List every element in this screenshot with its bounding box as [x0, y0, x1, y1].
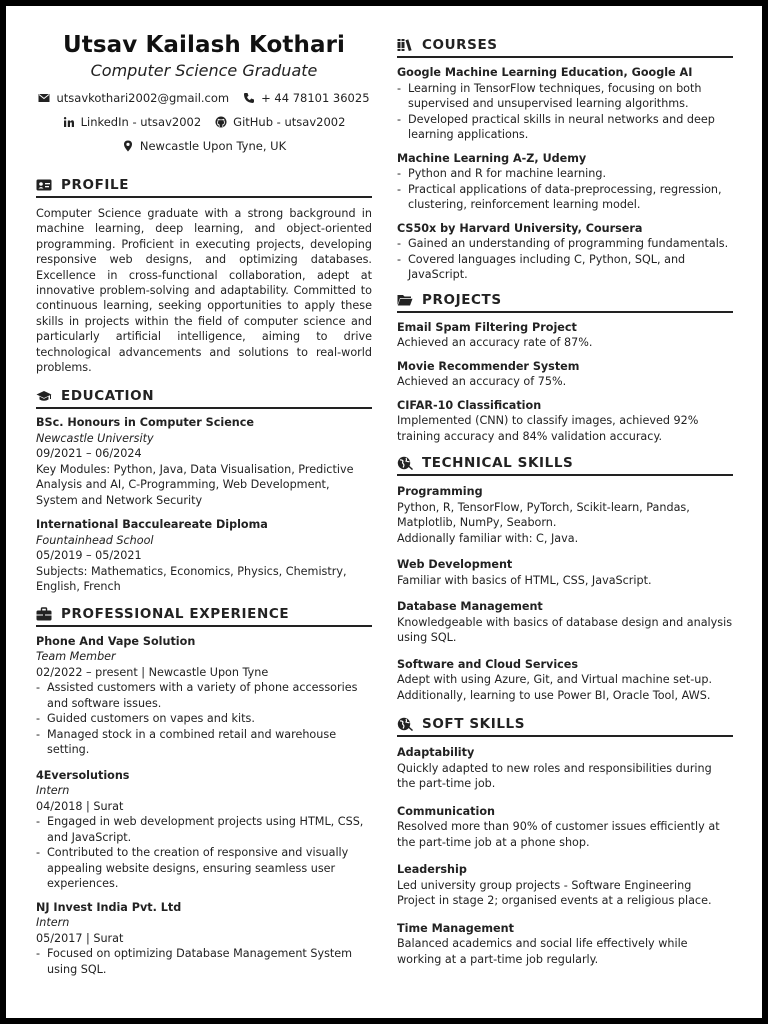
soft-skill-title: Leadership [397, 863, 467, 876]
experience-meta: 02/2022 – present | Newcastle Upon Tyne [36, 665, 269, 679]
project-title: Email Spam Filtering Project [397, 320, 577, 334]
experience-role: Intern [36, 916, 70, 930]
skill-title: Programming [397, 485, 483, 498]
skill-text: Adept with using Azure, Git, and Virtual machine set-up. [397, 673, 713, 686]
profile-heading-text: PROFILE [61, 177, 130, 193]
profile-heading [36, 176, 372, 198]
soft-skill-text: Balanced academics and social life effectively while working at a part-time job regularly. [397, 937, 688, 966]
experience-bullets [36, 814, 372, 892]
skill-text: Knowledgeable with basics of database design and analysis using SQL. [397, 615, 733, 644]
linkedin-contact[interactable] [63, 114, 202, 130]
experience-entry [36, 900, 372, 978]
project-text: Achieved an accuracy rate of 87%. [397, 336, 593, 349]
education-degree: International Bacculeareate Diploma [36, 518, 268, 532]
phone-text: + 44 78101 36025 [261, 91, 370, 105]
course-bullets [397, 166, 733, 213]
skill-entry [397, 657, 733, 704]
education-entry [36, 517, 372, 595]
soft-skill-entry [397, 862, 733, 909]
experience-meta: 04/2018 | Surat [36, 799, 124, 813]
experience-company: 4Eversolutions [36, 768, 130, 782]
courses-heading-text: COURSES [422, 37, 498, 53]
soft-skill-text: Led university group projects - Software Engineering Project in stage 2; organised events at a religious place. [397, 878, 712, 907]
education-dates: 05/2019 – 05/2021 [36, 549, 142, 563]
bullet-item: - Guided customers on vapes and kits. [36, 711, 372, 727]
soft-skills-heading-text: SOFT SKILLS [422, 716, 526, 732]
course-title: Google Machine Learning Education, Google AI [397, 66, 693, 79]
bullet-item: - Contributed to the creation of responsive and visually appealing website designs, ensuring seamless user experiences. [36, 845, 372, 892]
soft-skill-entry [397, 921, 733, 968]
skill-text-extra: Addionally familiar with: C, Java. [397, 531, 579, 545]
bullet-item: - Focused on optimizing Database Management System using SQL. [36, 946, 372, 977]
skill-title: Software and Cloud Services [397, 657, 579, 671]
experience-company: Phone And Vape Solution [36, 634, 196, 648]
skill-text-extra: Additionally, learning to use Power BI, Oracle Tool, AWS. [397, 688, 711, 702]
skill-text: Python, R, TensorFlow, PyTorch, Scikit-learn, Pandas, Matplotlib, NumPy, Seaborn. [397, 500, 690, 529]
envelope-icon [38, 92, 50, 104]
course-title: CS50x by Harvard University, Coursera [397, 221, 643, 235]
skill-entry [397, 599, 733, 646]
soft-skills-list [397, 745, 733, 967]
contact-row-3 [36, 138, 372, 154]
experience-role: Intern [36, 784, 70, 798]
left-column [36, 30, 372, 983]
projects-heading-text: PROJECTS [422, 291, 502, 308]
bullet-item: - Engaged in web development projects using HTML, CSS, and JavaScript. [36, 814, 372, 845]
experience-company: NJ Invest India Pvt. Ltd [36, 900, 182, 914]
experience-heading-text: PROFESSIONAL EXPERIENCE [61, 605, 290, 622]
course-bullets [397, 81, 733, 143]
soft-skill-title: Communication [397, 804, 495, 818]
project-text: Achieved an accuracy of 75%. [397, 375, 567, 388]
experience-heading [36, 605, 372, 627]
experience-list [36, 634, 372, 978]
education-dates: 09/2021 – 06/2024 [36, 447, 142, 461]
bullet-item: - Practical applications of data-preprocessing, regression, clustering, reinforcement learning model. [397, 182, 733, 213]
project-entry [397, 320, 733, 351]
course-bullets [397, 236, 733, 283]
bullet-item: - Developed practical skills in neural networks and deep learning applications. [397, 112, 733, 143]
skill-text: Familiar with basics of HTML, CSS, JavaScript. [397, 573, 652, 587]
briefcase-icon [36, 607, 52, 621]
globe-icon [397, 717, 413, 731]
bullet-item: - Covered languages including C, Python, SQL, and JavaScript. [397, 252, 733, 283]
bullet-item: - Gained an understanding of programming fundamentals. [397, 236, 733, 252]
profile-summary: Computer Science graduate with a strong background in machine learning, deep learning, and object-oriented programming. Proficient in executing projects, developing responsive web designs, and optimizing databases. Excellence in cross-functional collaboration, adept at innovative problem-solving and adaptability. Committed to continuous learning, seeking opportunities to apply these skills in projects within the field of computer science and particularly artificial intelligence, aiming to drive technological advancements and solutions to real-world problems. [36, 207, 372, 375]
education-details: Subjects: Mathematics, Economics, Physics, Chemistry, English, French [36, 564, 347, 594]
github-text: GitHub - utsav2002 [233, 115, 346, 129]
experience-entry [36, 634, 372, 758]
course-title: Machine Learning A-Z, Udemy [397, 151, 587, 165]
technical-skills-heading [397, 454, 733, 476]
bullet-item: - Assisted customers with a variety of phone accessories and software issues. [36, 680, 372, 711]
education-heading-text: EDUCATION [61, 388, 155, 405]
contact-row-1 [36, 90, 372, 106]
candidate-title: Computer Science Graduate [90, 61, 318, 80]
education-entry [36, 415, 372, 508]
soft-skills-heading [397, 715, 733, 737]
soft-skill-text: Quickly adapted to new roles and responsibilities during the part-time job. [397, 761, 712, 790]
project-entry [397, 398, 733, 445]
linkedin-icon [63, 116, 75, 128]
technical-skills-heading-text: TECHNICAL SKILLS [422, 455, 574, 471]
education-details: Key Modules: Python, Java, Data Visualisation, Predictive Analysis and AI, C-Programming, Web Development, System and Network Security [36, 462, 354, 507]
project-title: CIFAR-10 Classification [397, 398, 542, 412]
project-text: Implemented (CNN) to classify images, achieved 92% training accuracy and 84% validation accuracy. [397, 414, 699, 443]
skill-entry [397, 484, 733, 546]
github-contact[interactable] [215, 114, 345, 130]
location-contact [122, 138, 286, 154]
github-icon [215, 116, 227, 128]
email-text: utsavkothari2002@gmail.com [56, 91, 230, 105]
bullet-item: - Managed stock in a combined retail and warehouse setting. [36, 727, 372, 758]
soft-skill-text: Resolved more than 90% of customer issues efficiently at the part-time job at a phone shop. [397, 820, 720, 849]
map-pin-icon [122, 140, 134, 152]
id-card-icon [36, 178, 52, 192]
courses-list [397, 65, 733, 283]
education-school: Fountainhead School [36, 533, 154, 547]
phone-contact[interactable] [243, 90, 369, 106]
project-title: Movie Recommender System [397, 359, 580, 373]
experience-entry [36, 768, 372, 892]
graduation-cap-icon [36, 389, 52, 403]
soft-skill-title: Adaptability [397, 746, 475, 759]
technical-skills-list [397, 484, 733, 703]
email-contact[interactable] [38, 90, 229, 106]
right-column [397, 36, 733, 973]
projects-heading [397, 291, 733, 313]
courses-heading [397, 36, 733, 58]
skill-entry [397, 557, 733, 588]
bullet-item: - Python and R for machine learning. [397, 166, 733, 182]
education-heading [36, 387, 372, 409]
folder-icon [397, 293, 413, 307]
candidate-name: Utsav Kailash Kothari [62, 32, 346, 58]
linkedin-text: LinkedIn - utsav2002 [80, 115, 202, 129]
course-entry [397, 151, 733, 213]
skill-title: Web Development [397, 558, 513, 571]
soft-skill-entry [397, 804, 733, 851]
experience-meta: 05/2017 | Surat [36, 931, 124, 945]
projects-list [397, 320, 733, 445]
education-school: Newcastle University [36, 431, 154, 445]
globe-icon [397, 456, 413, 470]
education-degree: BSc. Honours in Computer Science [36, 416, 254, 430]
phone-icon [243, 92, 255, 104]
project-entry [397, 359, 733, 390]
course-entry [397, 65, 733, 143]
education-list [36, 415, 372, 595]
skill-title: Database Management [397, 600, 543, 613]
location-text: Newcastle Upon Tyne, UK [139, 139, 287, 153]
soft-skill-entry [397, 745, 733, 792]
experience-role: Team Member [36, 650, 116, 664]
experience-bullets [36, 946, 372, 977]
experience-bullets [36, 680, 372, 758]
soft-skill-title: Time Management [397, 921, 514, 935]
contact-row-2 [36, 114, 372, 130]
books-icon [397, 38, 413, 52]
course-entry [397, 221, 733, 283]
resume-page [6, 6, 762, 1018]
bullet-item: - Learning in TensorFlow techniques, focusing on both supervised and unsupervised learning algorithms. [397, 81, 733, 112]
